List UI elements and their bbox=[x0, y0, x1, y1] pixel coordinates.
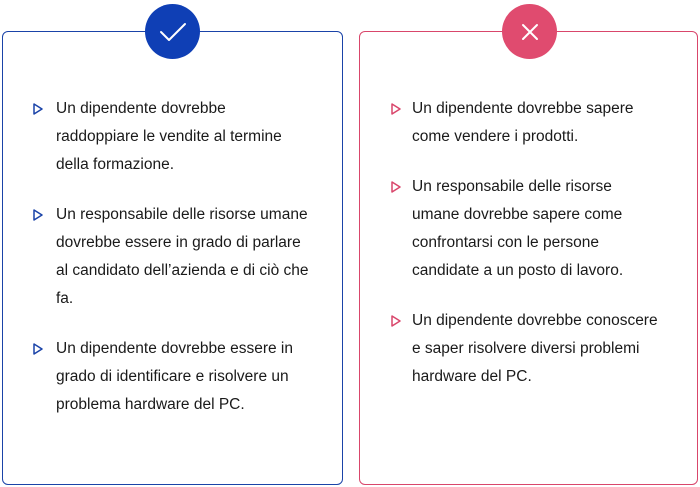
incorrect-examples-panel bbox=[359, 31, 698, 485]
incorrect-example-item bbox=[360, 173, 697, 285]
correct-example-text: Un dipendente dovrebbe essere in grado di identificare e risolvere un problema hardware del PC. bbox=[56, 340, 293, 413]
incorrect-example-text: Un responsabile delle risorse umane dovrebbe sapere come confrontarsi con le persone candidate a un posto di lavoro. bbox=[412, 178, 624, 279]
checkmark-icon bbox=[159, 21, 187, 43]
incorrect-example-text: Un dipendente dovrebbe conoscere e saper risolvere diversi problemi hardware del PC. bbox=[412, 312, 658, 385]
triangle-bullet-icon bbox=[33, 209, 43, 221]
incorrect-example-text: Un dipendente dovrebbe sapere come vendere i prodotti. bbox=[412, 100, 634, 145]
triangle-bullet-icon bbox=[391, 315, 401, 327]
triangle-bullet-icon bbox=[33, 103, 43, 115]
incorrect-example-item bbox=[360, 95, 697, 151]
triangle-bullet-icon bbox=[391, 103, 401, 115]
correct-examples-panel bbox=[2, 31, 343, 485]
correct-example-text: Un responsabile delle risorse umane dovrebbe essere in grado di parlare al candidato dell’azienda e di ciò che fa. bbox=[56, 206, 309, 307]
checkmark-badge bbox=[145, 4, 200, 59]
cross-badge bbox=[502, 4, 557, 59]
triangle-bullet-icon bbox=[391, 181, 401, 193]
correct-examples-list bbox=[3, 95, 342, 441]
cross-icon bbox=[521, 23, 539, 41]
triangle-bullet-icon bbox=[33, 343, 43, 355]
incorrect-examples-list bbox=[360, 95, 697, 413]
correct-example-item bbox=[3, 335, 342, 419]
correct-example-item bbox=[3, 201, 342, 313]
incorrect-example-item bbox=[360, 307, 697, 391]
correct-example-text: Un dipendente dovrebbe raddoppiare le vendite al termine della formazione. bbox=[56, 100, 282, 173]
correct-example-item bbox=[3, 95, 342, 179]
